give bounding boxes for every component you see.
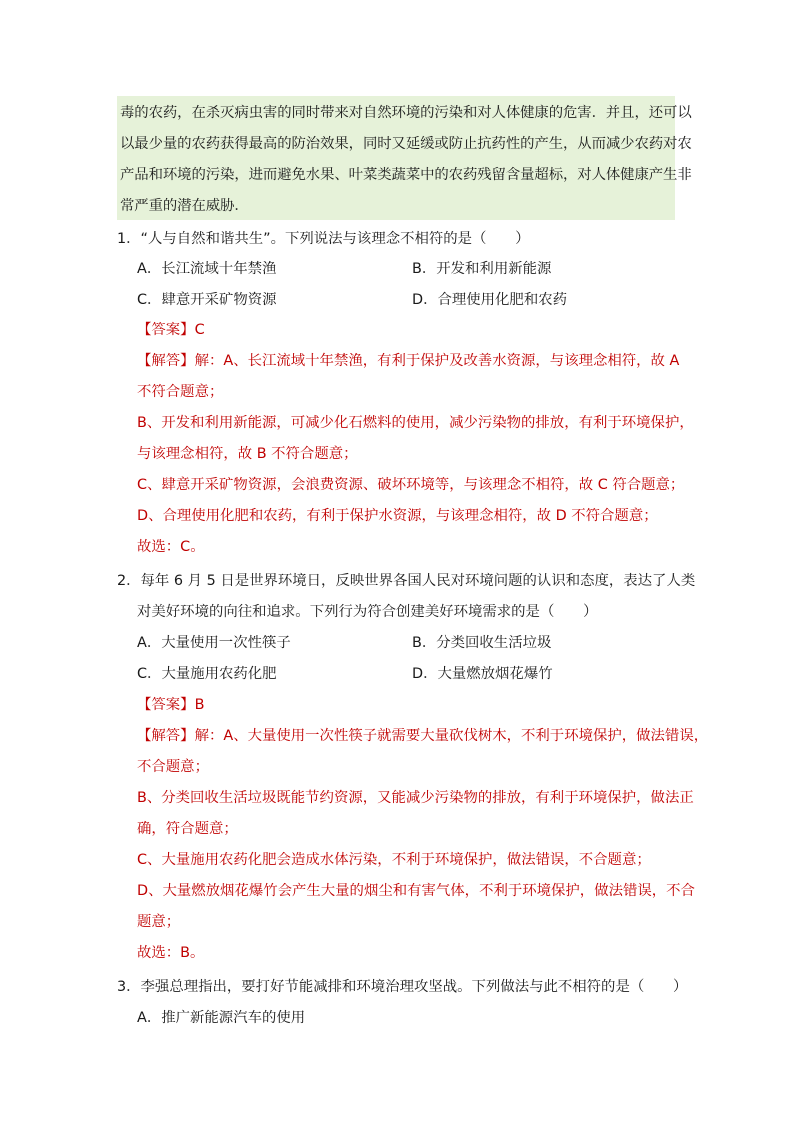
q2-answer-tag: 【答案】: [137, 697, 195, 713]
question-3-stem: 3．李强总理指出，要打好节能减排和环境治理攻坚战。下列做法与此不相符的是（ ）: [117, 979, 688, 995]
q1-analysis-tag: 【解答】: [137, 353, 195, 369]
q1-option-d: D．合理使用化肥和农药: [412, 292, 567, 308]
q2-analysis-line-8: 故选：B。: [137, 945, 205, 961]
q3-option-a: A．推广新能源汽车的使用: [137, 1010, 306, 1026]
passage-line-2: 以最少量的农药获得最高的防治效果，同时又延缓或防止抗药性的产生，从而减少农药对农: [120, 136, 692, 152]
q2-option-d: D．大量燃放烟花爆竹: [412, 666, 553, 682]
q1-answer: [137, 323, 205, 337]
q2-answer: [137, 698, 204, 712]
q1-option-c: C．肆意开采矿物资源: [137, 292, 277, 308]
q1-analysis-line-6: D、合理使用化肥和农药，有利于保护水资源，与该理念相符，故 D 不符合题意；: [137, 508, 658, 524]
q1-option-b: B．开发和利用新能源: [412, 261, 552, 277]
q2-analysis-line-2: 不合题意；: [137, 759, 209, 775]
passage-line-3: 产品和环境的污染，进而避免水果、叶菜类蔬菜中的农药残留含量超标，对人体健康产生非: [120, 167, 692, 183]
q2-analysis-text-1: 解：A、大量使用一次性筷子就需要大量砍伐树木，不利于环境保护，做法错误，: [194, 728, 709, 744]
q1-option-a: A．长江流域十年禁渔: [137, 261, 277, 277]
q1-analysis-line-1: [137, 354, 679, 368]
q1-answer-value: C: [194, 322, 205, 338]
q1-analysis-text-1: 解：A、长江流域十年禁渔，有利于保护及改善水资源，与该理念相符，故 A: [194, 353, 680, 369]
q2-answer-value: B: [194, 697, 205, 713]
q1-answer-tag: 【答案】: [137, 322, 195, 338]
q2-option-a: A．大量使用一次性筷子: [137, 635, 291, 651]
question-1-stem: 1．“人与自然和谐共生”。下列说法与该理念不相符的是（ ）: [117, 231, 530, 247]
q1-analysis-line-4: 与该理念相符，故 B 不符合题意；: [137, 446, 358, 462]
passage-line-4: 常严重的潜在威胁．: [120, 198, 249, 214]
q2-analysis-line-6: D、大量燃放烟花爆竹会产生大量的烟尘和有害气体，不利于环境保护，做法错误，不合: [137, 883, 695, 899]
passage-line-1: 毒的农药，在杀灭病虫害的同时带来对自然环境的污染和对人体健康的危害．并且，还可以: [120, 105, 692, 121]
q2-analysis-tag: 【解答】: [137, 728, 195, 744]
q2-analysis-line-4: 确，符合题意；: [137, 821, 238, 837]
q2-analysis-line-7: 题意；: [137, 914, 181, 930]
q2-analysis-line-1: [137, 729, 708, 743]
q1-analysis-line-2: 不符合题意；: [137, 384, 224, 400]
question-2-stem-line-1: 2．每年 6 月 5 日是世界环境日，反映世界各国人民对环境问题的认识和态度，表达了人类: [117, 573, 696, 589]
q2-analysis-line-5: C、大量施用农药化肥会造成水体污染，不利于环境保护，做法错误，不合题意；: [137, 852, 651, 868]
q2-option-b: B．分类回收生活垃圾: [412, 635, 552, 651]
q2-option-c: C．大量施用农药化肥: [137, 666, 277, 682]
q1-analysis-line-7: 故选：C。: [137, 539, 205, 555]
question-2-stem-line-2: 对美好环境的向往和追求。下列行为符合创建美好环境需求的是（ ）: [137, 604, 598, 620]
q2-analysis-line-3: B、分类回收生活垃圾既能节约资源，又能减少污染物的排放，有利于环境保护，做法正: [137, 790, 694, 806]
q1-analysis-line-3: B、开发和利用新能源，可减少化石燃料的使用，减少污染物的排放，有利于环境保护，: [137, 415, 694, 431]
q1-analysis-line-5: C、肆意开采矿物资源，会浪费资源、破坏环境等，与该理念不相符，故 C 符合题意；: [137, 477, 685, 493]
